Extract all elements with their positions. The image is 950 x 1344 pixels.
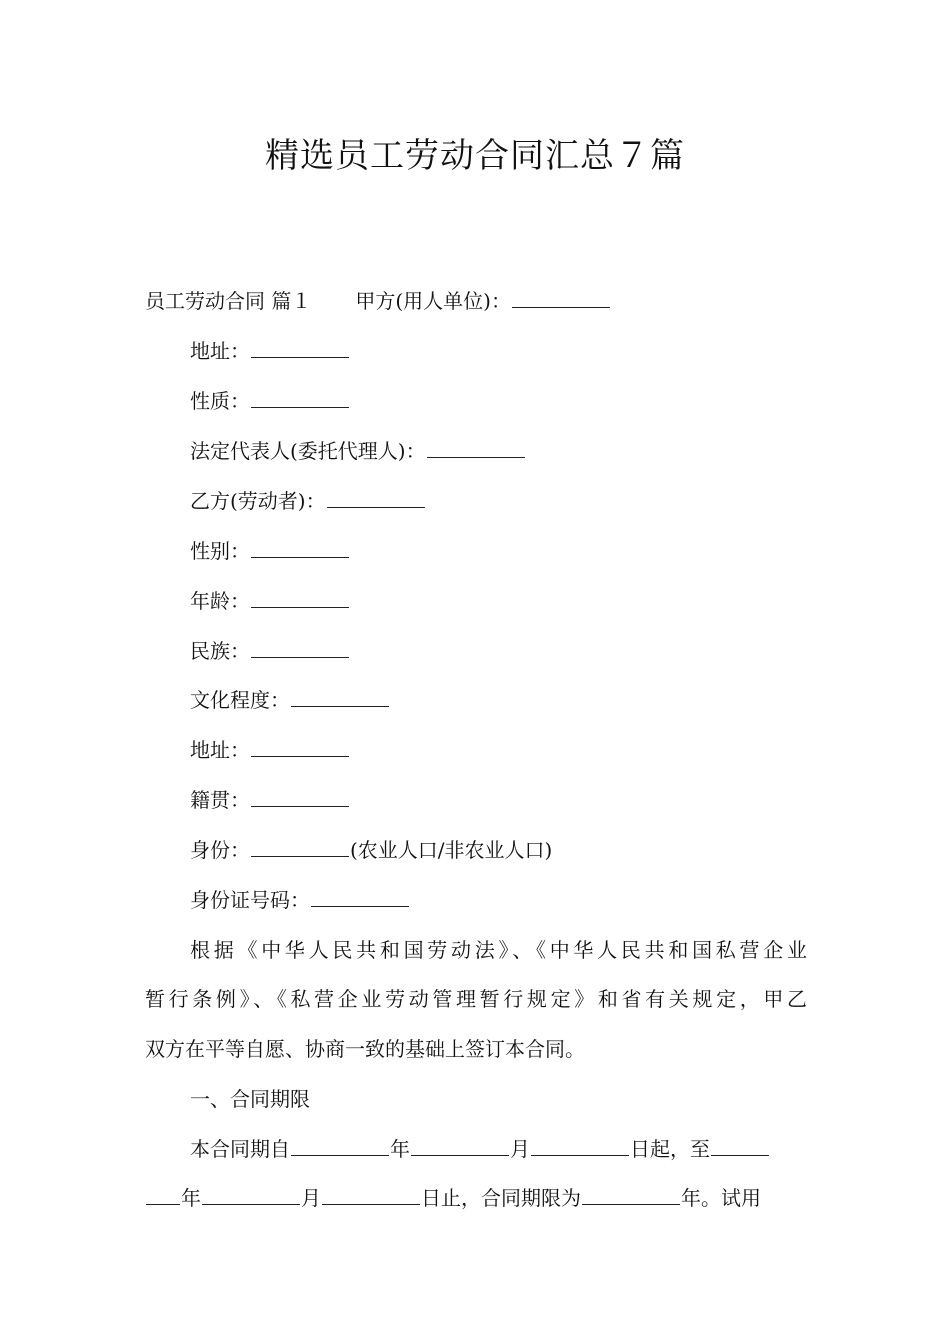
field-label: 法定代表人(委托代理人)：: [190, 439, 426, 463]
term-line-2: [145, 1184, 807, 1212]
field-row: [145, 337, 852, 365]
field-label: 籍贯：: [190, 788, 250, 812]
party-a-label: 甲方(用人单位)：: [355, 289, 511, 313]
field-blank[interactable]: [251, 637, 349, 658]
field-blank[interactable]: [251, 387, 349, 408]
term-text: 年: [390, 1137, 410, 1161]
field-row: [145, 886, 852, 914]
term-text: 月: [301, 1186, 321, 1210]
field-row: [145, 537, 852, 565]
field-row: [145, 836, 852, 864]
field-suffix: (农业人口/非农业人口): [350, 838, 553, 862]
contract-section-label: 员工劳动合同 篇１: [145, 289, 312, 313]
field-blank[interactable]: [251, 587, 349, 608]
field-row: [145, 736, 852, 764]
term-text: 年: [181, 1186, 201, 1210]
field-label: 身份：: [190, 838, 250, 862]
party-a-blank[interactable]: [512, 287, 610, 308]
section-heading: 一、合同期限: [190, 1087, 310, 1111]
field-label: 身份证号码：: [190, 888, 310, 912]
preamble-line: 根据《中华人民共和国劳动法》、《中华人民共和国私营企业: [190, 938, 807, 962]
field-blank[interactable]: [251, 736, 349, 757]
field-blank[interactable]: [327, 487, 425, 508]
term-text: 日止，合同期限为: [421, 1186, 581, 1210]
field-row: [145, 487, 852, 515]
term-text: 日起，至: [630, 1137, 710, 1161]
field-row: [145, 387, 852, 415]
term-line-1: [145, 1135, 852, 1163]
field-row: [145, 786, 852, 814]
field-row: [145, 686, 852, 714]
field-blank[interactable]: [251, 786, 349, 807]
field-label: 乙方(劳动者)：: [190, 489, 326, 513]
term-blank[interactable]: [582, 1184, 680, 1205]
field-label: 性质：: [190, 389, 250, 413]
document-title: 精选员工劳动合同汇总７篇: [265, 136, 685, 176]
contract-header-line: [145, 287, 807, 315]
field-label: 性别：: [190, 539, 250, 563]
field-blank[interactable]: [251, 337, 349, 358]
field-label: 年龄：: [190, 589, 250, 613]
term-blank[interactable]: [531, 1135, 629, 1156]
field-blank[interactable]: [427, 437, 525, 458]
field-blank[interactable]: [251, 537, 349, 558]
field-row: [145, 637, 852, 665]
term-blank[interactable]: [291, 1135, 389, 1156]
field-blank[interactable]: [311, 886, 409, 907]
field-blank[interactable]: [291, 686, 389, 707]
term-blank[interactable]: [322, 1184, 420, 1205]
term-blank[interactable]: [711, 1135, 769, 1156]
field-label: 文化程度：: [190, 688, 290, 712]
term-blank[interactable]: [146, 1184, 180, 1205]
term-text: 月: [510, 1137, 530, 1161]
field-row: [145, 587, 852, 615]
term-text: 年。试用: [681, 1186, 761, 1210]
preamble-line: 暂行条例》、《私营企业劳动管理暂行规定》和省有关规定，甲乙: [145, 987, 807, 1011]
field-label: 地址：: [190, 339, 250, 363]
term-blank[interactable]: [202, 1184, 300, 1205]
term-blank[interactable]: [411, 1135, 509, 1156]
field-row: [145, 437, 852, 465]
field-label: 民族：: [190, 639, 250, 663]
field-blank[interactable]: [251, 836, 349, 857]
preamble-line: 双方在平等自愿、协商一致的基础上签订本合同。: [145, 1037, 585, 1061]
field-label: 地址：: [190, 738, 250, 762]
term-text: 本合同期自: [190, 1137, 290, 1161]
